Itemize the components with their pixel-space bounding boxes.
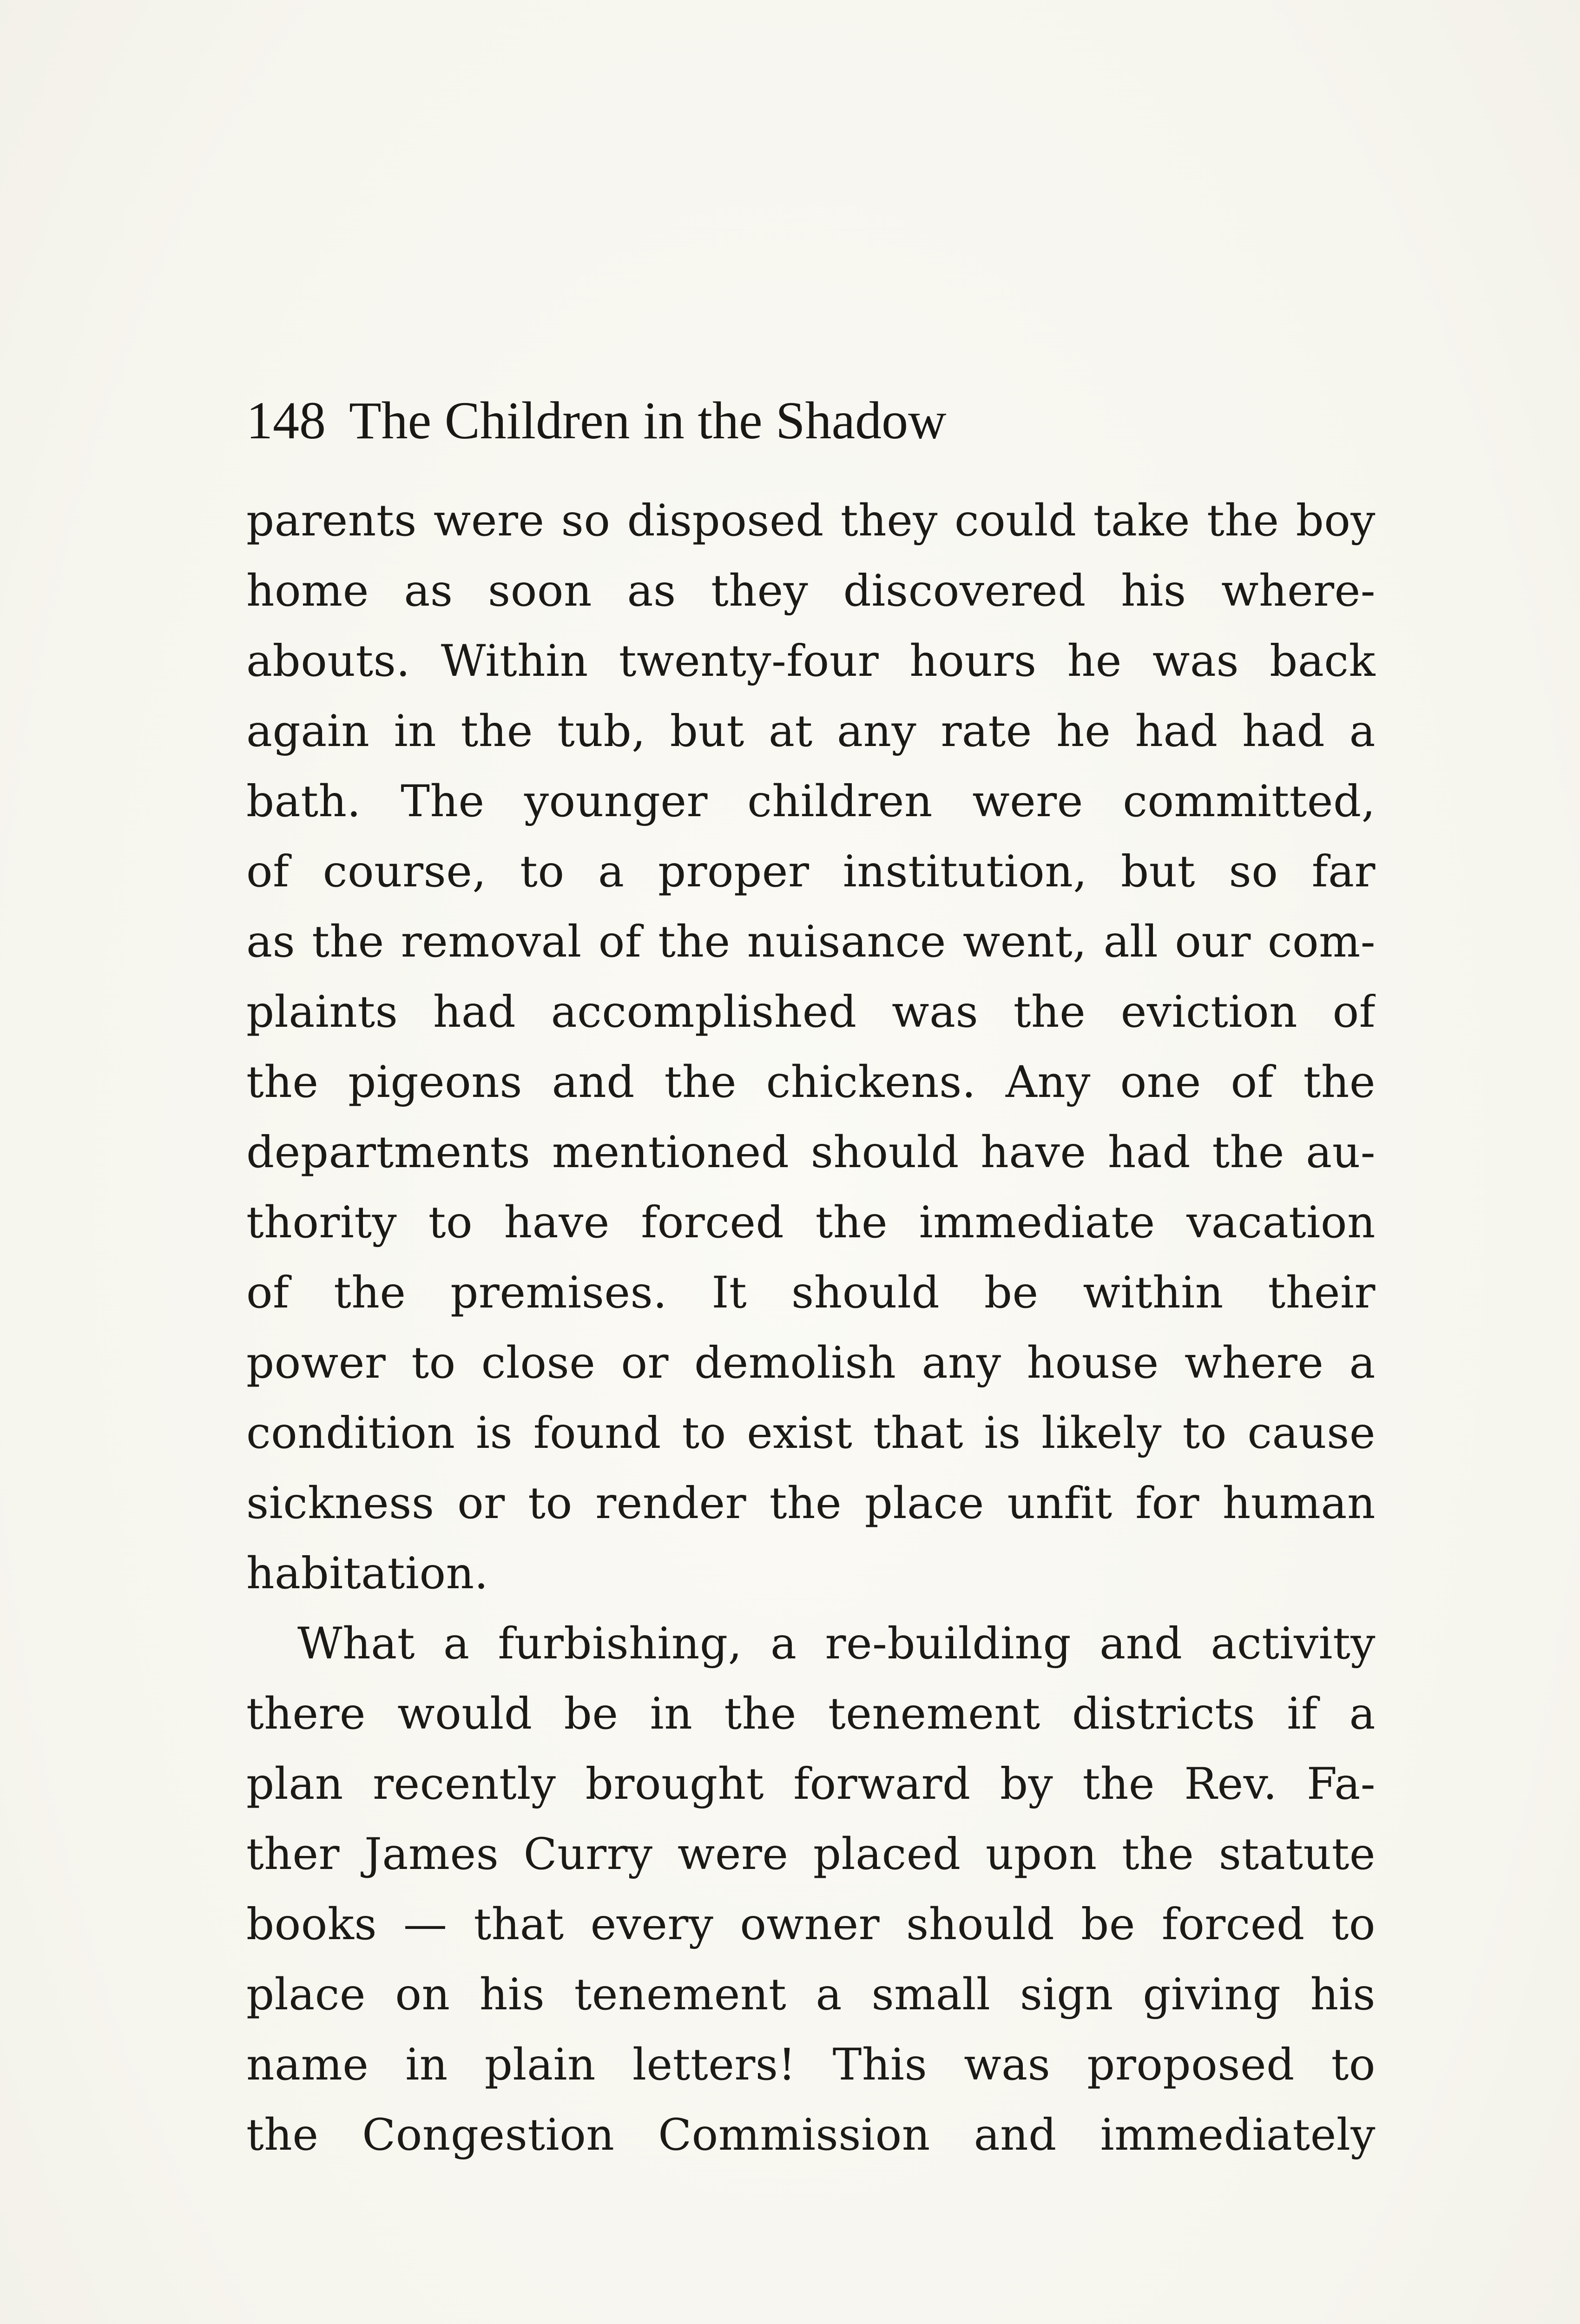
running-head	[246, 386, 1380, 456]
body-text	[246, 486, 1376, 2170]
text-line: ther James Curry were placed upon the statute	[246, 1829, 1376, 1880]
running-title: The Children in the Shadow	[349, 391, 947, 450]
text-line: again in the tub, but at any rate he had had a	[246, 706, 1376, 757]
text-line: as the removal of the nuisance went, all our com-	[246, 917, 1376, 967]
text-line: the pigeons and the chickens. Any one of the	[246, 1057, 1376, 1108]
text-line: place on his tenement a small sign giving his	[246, 1969, 1376, 2020]
text-line: the Congestion Commission and immediately	[246, 2110, 1376, 2160]
page-number: 148	[246, 391, 326, 450]
text-line: there would be in the tenement districts if a	[246, 1689, 1376, 1739]
text-line: plaints had accomplished was the eviction of	[246, 987, 1376, 1037]
text-line: name in plain letters! This was proposed to	[246, 2040, 1376, 2090]
text-line: thority to have forced the immediate vacation	[246, 1197, 1376, 1248]
text-line: What a furbishing, a re-building and activity	[297, 1618, 1376, 1669]
text-line: sickness or to render the place unfit for human	[246, 1478, 1376, 1529]
text-line: of course, to a proper institution, but so far	[246, 846, 1376, 897]
text-line: parents were so disposed they could take the boy	[246, 495, 1376, 546]
text-line: of the premises. It should be within their	[246, 1268, 1376, 1318]
text-line: books — that every owner should be forced to	[246, 1899, 1376, 1950]
text-line: power to close or demolish any house where a	[246, 1338, 1376, 1388]
text-line: departments mentioned should have had the au-	[246, 1127, 1376, 1178]
text-line: habitation.	[246, 1548, 488, 1599]
text-line: plan recently brought forward by the Rev. Fa-	[246, 1759, 1376, 1809]
text-line: bath. The younger children were committed,	[246, 776, 1376, 827]
text-line: abouts. Within twenty-four hours he was back	[246, 636, 1376, 687]
text-line: home as soon as they discovered his where-	[246, 566, 1376, 616]
text-line: condition is found to exist that is likely to cause	[246, 1408, 1376, 1459]
